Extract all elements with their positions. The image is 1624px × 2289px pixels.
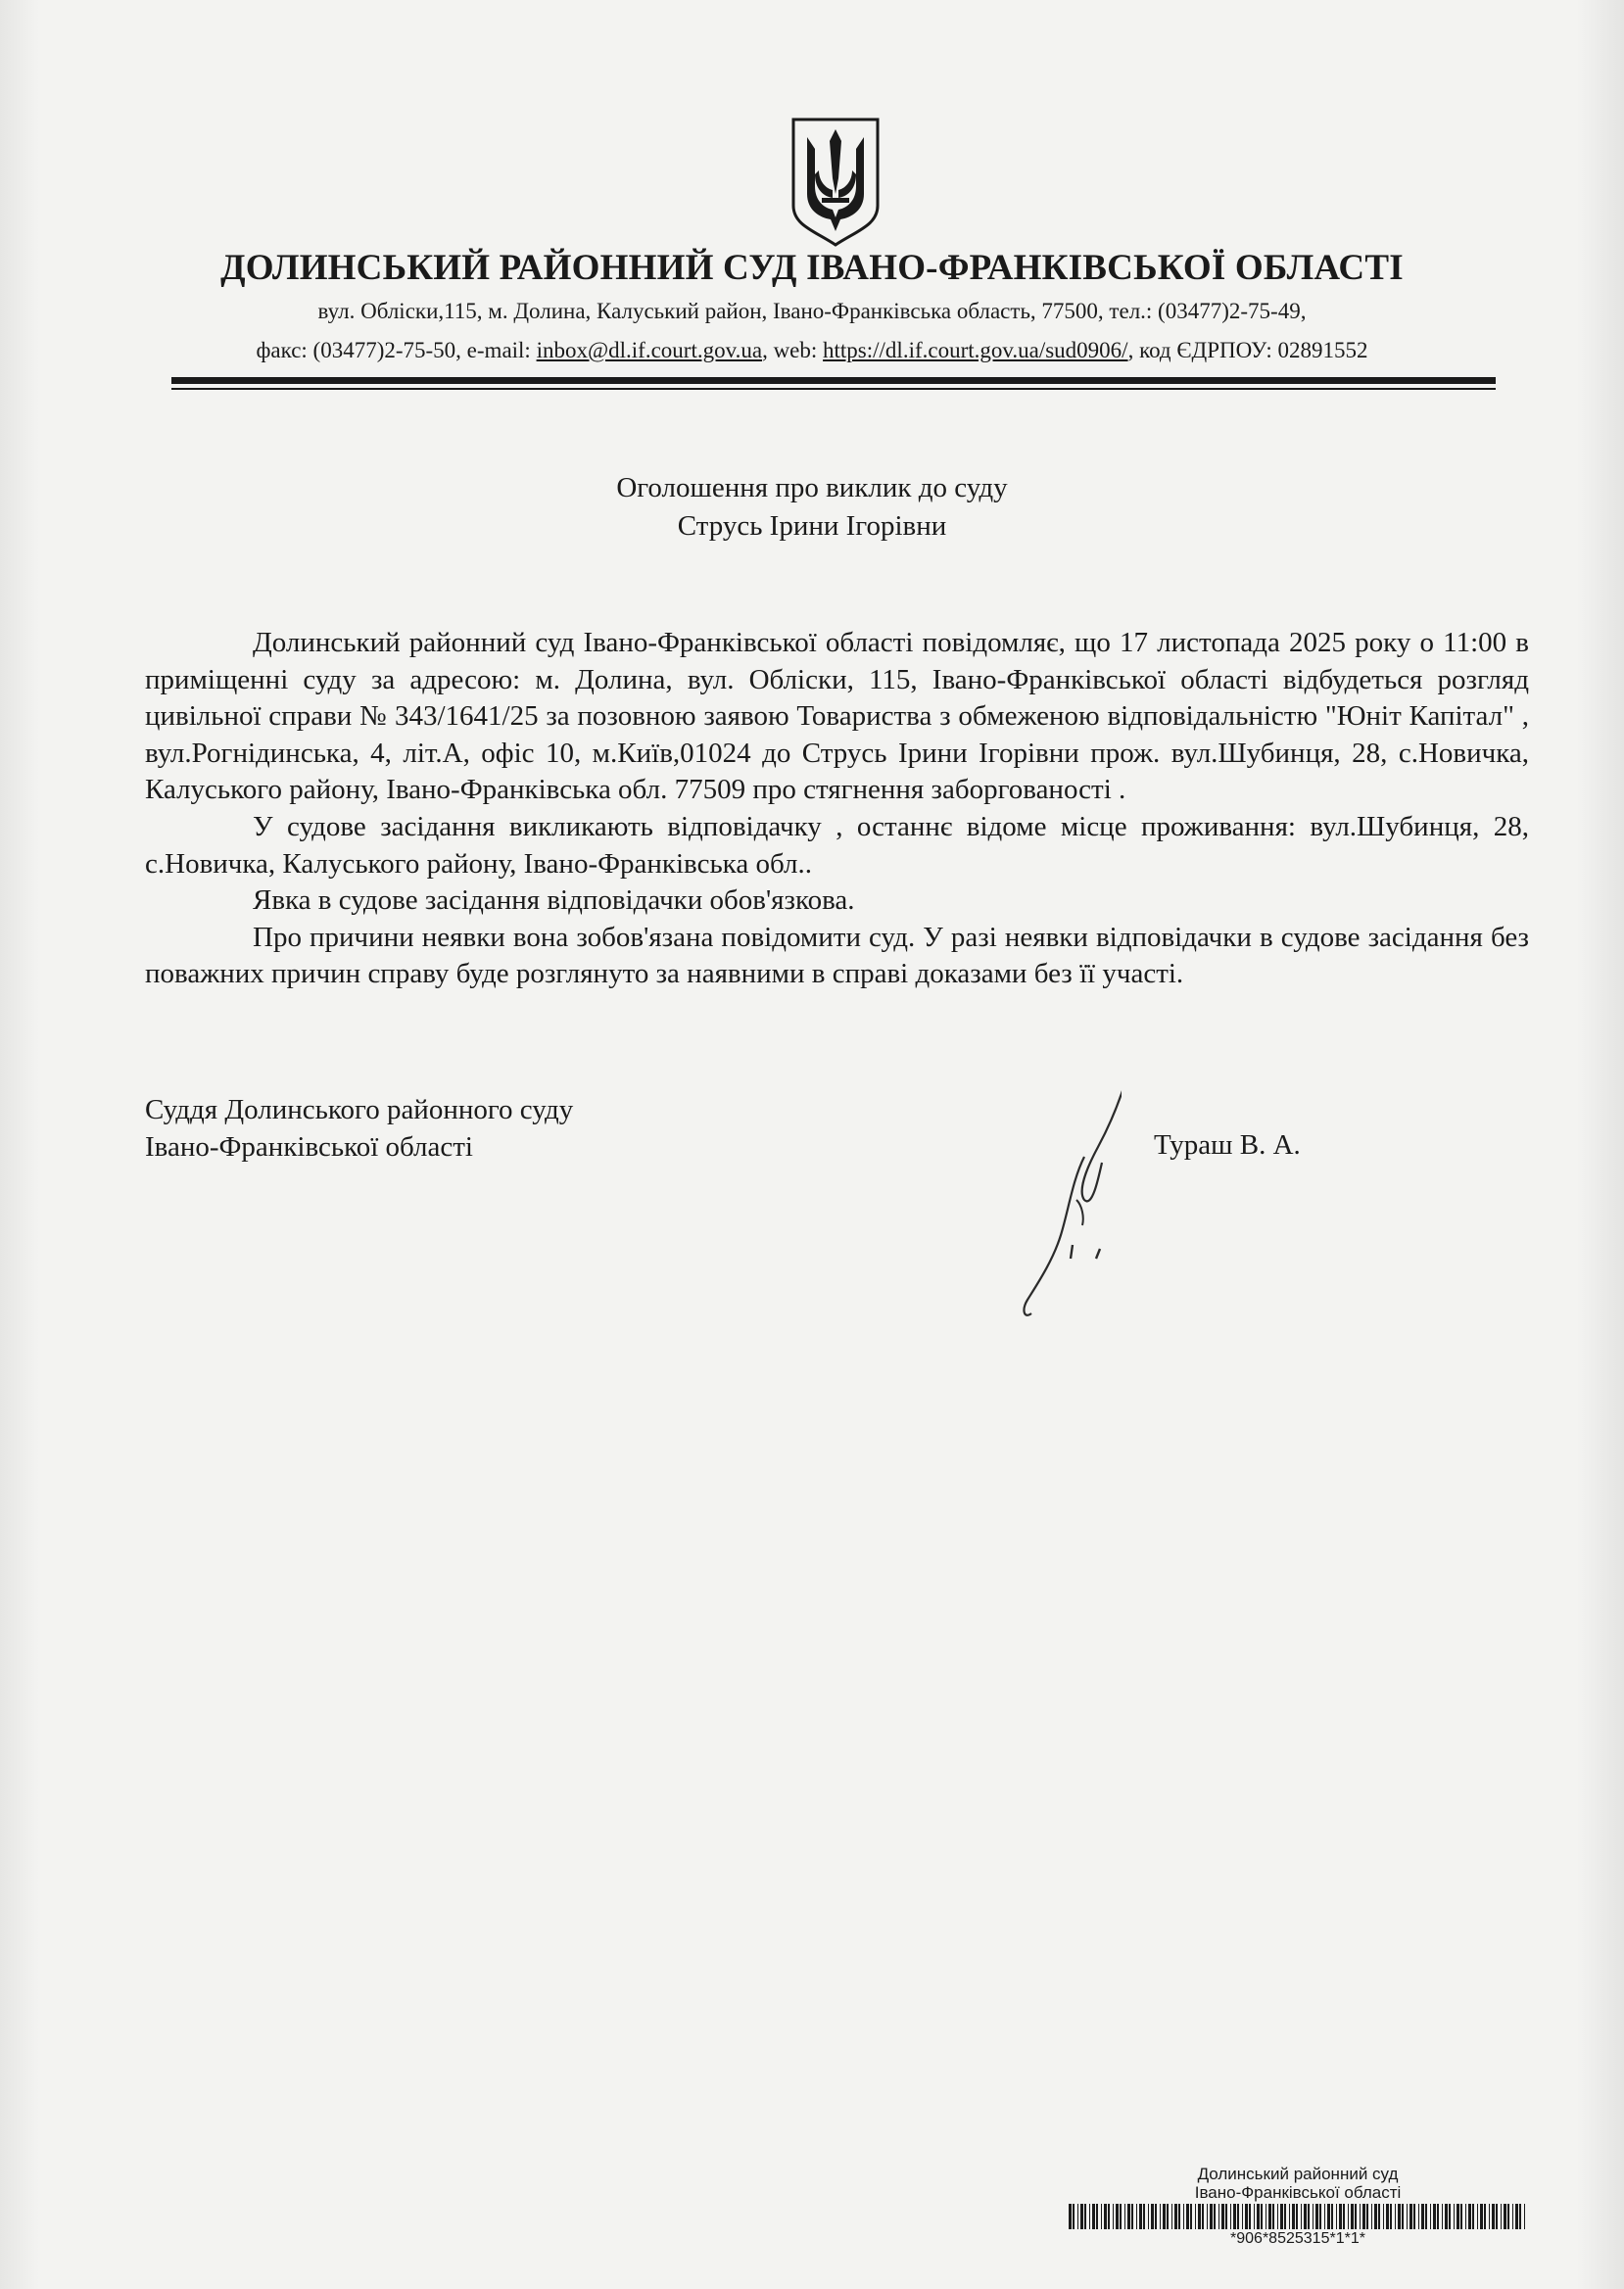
fax-text: факс: (03477)2-75-50, e-mail:	[256, 338, 537, 362]
web-prefix: , web:	[762, 338, 824, 362]
paragraph-summons: У судове засідання викликають відповідачку , останнє відоме місце проживання: вул.Шубинця, 28, с.Новичка, Калуського району, Івано-Франківська обл..	[145, 810, 1529, 880]
edrpou-code: , код ЄДРПОУ: 02891552	[1127, 338, 1368, 362]
paragraph-hearing: Долинський районний суд Івано-Франківської області повідомляє, що 17 листопада 2025 року о 11:00 в приміщенні суду за адресою: м. Долина, вул. Обліски, 115, Івано-Франківської області відбудеться розгляд цивільної справи № 343/1641/25 за позовною заявою Товариства з обмеженою відповідальністю "Юніт Капітал" , вул.Рогнідинська, 4, літ.А, офіс 10, м.Київ,01024 до Струсь Ірини Ігорівни прож. вул.Шубинця, 28, с.Новичка, Калуського району, Івано-Франківська обл. 77509 про стягнення заборгованості .	[145, 627, 1529, 806]
court-address: вул. Обліски,115, м. Долина, Калуський район, Івано-Франківська область, 77500, тел.: (03477)2-75-49,	[317, 299, 1307, 323]
judge-title	[145, 1092, 573, 1166]
header-divider-thin	[171, 388, 1496, 390]
barcode	[1069, 2204, 1527, 2229]
notice-subject: Струсь Ірини Ігорівни	[677, 510, 947, 542]
judge-title-line1: Суддя Долинського районного суду	[145, 1094, 574, 1125]
notice-title: Оголошення про виклик до суду	[616, 472, 1008, 503]
judge-name: Тураш В. А.	[1154, 1129, 1301, 1161]
website-link[interactable]: https://dl.if.court.gov.ua/sud0906/	[823, 338, 1128, 362]
stamp-region: Івано-Франківської області	[1194, 2183, 1402, 2202]
email-link[interactable]: inbox@dl.if.court.gov.ua	[536, 338, 763, 362]
judge-title-line2: Івано-Франківської області	[145, 1130, 473, 1163]
barcode-number: *906*8525315*1*1*	[1230, 2230, 1365, 2247]
court-contacts	[0, 338, 1624, 363]
notice-body	[145, 625, 1529, 993]
header-divider-thick	[171, 377, 1496, 384]
court-name: ДОЛИНСЬКИЙ РАЙОННИЙ СУД ІВАНО-ФРАНКІВСЬКОЇ ОБЛАСТІ	[220, 248, 1404, 288]
paragraph-attendance: Явка в судове засідання відповідачки обов'язкова.	[253, 884, 855, 917]
stamp-court-name: Долинський районний суд	[1197, 2165, 1399, 2183]
paragraph-absence: Про причини неявки вона зобов'язана повідомити суд. У разі неявки відповідачки в судове засідання без поважних причин справу буде розглянуто за наявними в справі доказами без її участі.	[145, 921, 1529, 990]
tryzub-emblem-icon	[789, 116, 882, 249]
handwritten-signature	[1014, 1053, 1122, 1322]
registration-stamp	[1068, 2165, 1528, 2248]
